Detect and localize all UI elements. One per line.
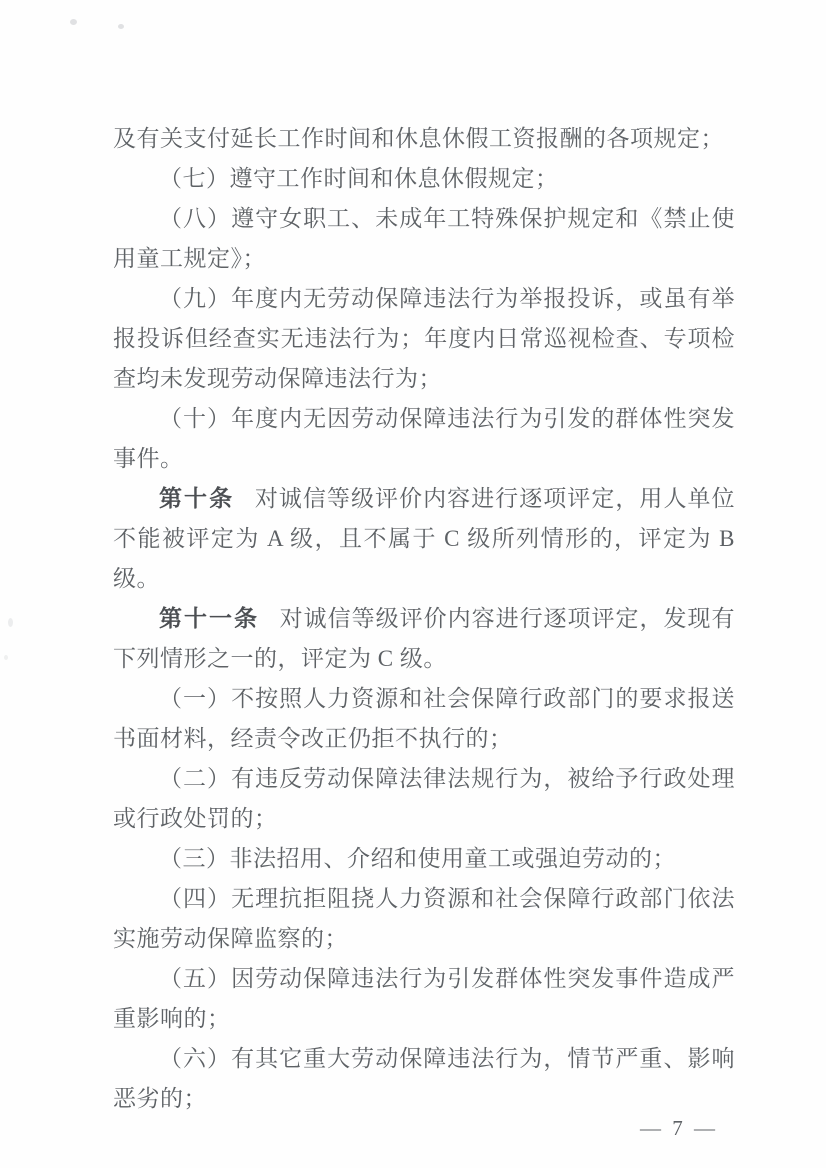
clause-item-10 bbox=[113, 399, 735, 479]
scan-speck bbox=[4, 655, 8, 660]
clause-item-7 bbox=[113, 159, 735, 199]
paragraph-text: （三）非法招用、介绍和使用童工或强迫劳动的； bbox=[159, 846, 676, 871]
page-number: — 7 — bbox=[640, 1116, 718, 1140]
clause-item-6 bbox=[113, 1039, 735, 1119]
paragraph-text: （七）遵守工作时间和休息休假规定； bbox=[159, 166, 559, 191]
clause-item-3 bbox=[113, 839, 735, 879]
clause-item-8 bbox=[113, 199, 735, 279]
paragraph-text: （五）因劳动保障违法行为引发群体性突发事件造成严重影响的； bbox=[113, 966, 735, 1031]
scan-speck bbox=[8, 618, 13, 627]
scan-speck bbox=[70, 19, 77, 25]
clause-item-4 bbox=[113, 879, 735, 959]
clause-item-5 bbox=[113, 959, 735, 1039]
scan-speck bbox=[118, 24, 124, 29]
paragraph-text: （十）年度内无因劳动保障违法行为引发的群体性突发事件。 bbox=[113, 406, 735, 471]
paragraph-text: 及有关支付延长工作时间和休息休假工资报酬的各项规定； bbox=[113, 126, 724, 151]
clause-item-9 bbox=[113, 279, 735, 399]
document-body bbox=[113, 119, 735, 1119]
paragraph-text: （八）遵守女职工、未成年工特殊保护规定和《禁止使用童工规定》； bbox=[113, 206, 735, 271]
paragraph-text: （六）有其它重大劳动保障违法行为，情节严重、影响恶劣的； bbox=[113, 1046, 735, 1111]
article-heading: 第十条 bbox=[159, 486, 235, 511]
article-heading: 第十一条 bbox=[159, 606, 259, 631]
clause-item-2 bbox=[113, 759, 735, 839]
paragraph-text: （四）无理抗拒阻挠人力资源和社会保障行政部门依法实施劳动保障监察的； bbox=[113, 886, 735, 951]
paragraph-text: （二）有违反劳动保障法律法规行为，被给予行政处理或行政处罚的； bbox=[113, 766, 735, 831]
paragraph-continuation bbox=[113, 119, 735, 159]
article-10 bbox=[113, 479, 735, 599]
paragraph-text: 对诚信等级评价内容进行逐项评定，发现有下列情形之一的，评定为 C 级。 bbox=[113, 606, 736, 671]
clause-item-1 bbox=[113, 679, 735, 759]
article-11 bbox=[113, 599, 735, 679]
paragraph-text: （九）年度内无劳动保障违法行为举报投诉，或虽有举报投诉但经查实无违法行为；年度内日常巡视检查、专项检查均未发现劳动保障违法行为； bbox=[113, 286, 735, 391]
paragraph-text: 对诚信等级评价内容进行逐项评定，用人单位不能被评定为 A 级，且不属于 C 级所列情形的，评定为 B 级。 bbox=[113, 486, 736, 591]
paragraph-text: （一）不按照人力资源和社会保障行政部门的要求报送书面材料，经责令改正仍拒不执行的； bbox=[113, 686, 735, 751]
